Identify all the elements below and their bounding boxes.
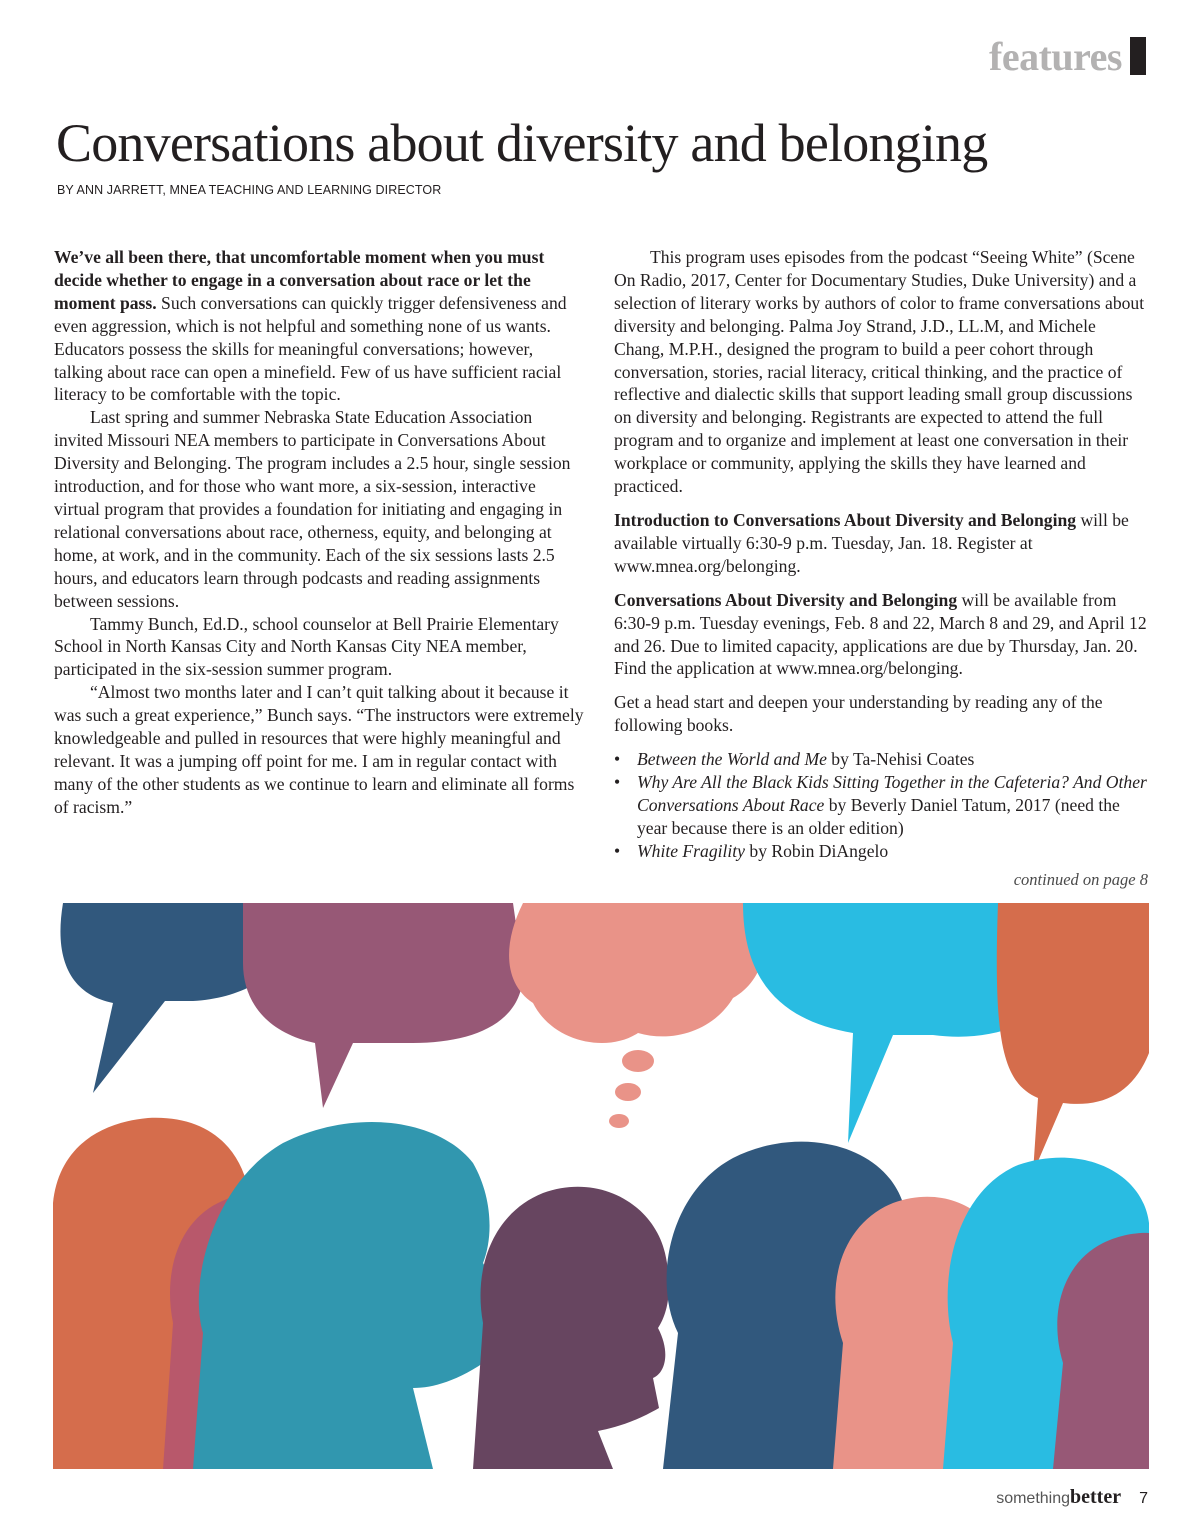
paragraph-bunch: Tammy Bunch, Ed.D., school counselor at Bell Prairie Elementary School in North Kansas City and North Kansas City NEA member, participated in the six-session summer program. xyxy=(54,613,559,680)
book-item xyxy=(614,771,1149,840)
book-item xyxy=(614,748,1149,771)
book-item xyxy=(614,840,1149,863)
silhouette-dark-plum xyxy=(473,1187,669,1469)
diverse-profiles-illustration xyxy=(53,903,1149,1469)
paragraph-six-session xyxy=(614,589,1149,681)
book-title: Why Are All the Black Kids Sitting Together in the Cafeteria? And Other Conversations About Race xyxy=(637,772,1147,815)
intro-rest: Such conversations can quickly trigger defensiveness and even aggression, which is not helpful and something none of us wants. Educators possess the skills for meaningful conversations; however, talking about race can open a minefield. Few of us have sufficient racial literacy to be comfortable with the topic. xyxy=(54,292,567,405)
paragraph-program: Last spring and summer Nebraska State Education Association invited Missouri NEA members to participate in Conversations About Diversity and Belonging. The program includes a 2.5 hour, single session introduction, and for those who want more, a six-session, interactive virtual program that provides a foundation for initiating and engaging in relational conversations about race, otherness, equity, and belonging at home, at work, and in the community. Each of the six sessions lasts 2.5 hours, and educators learn through podcasts and reading assignments between sessions. xyxy=(54,407,571,611)
page-footer xyxy=(996,1486,1148,1509)
book-author: by Ta-Nehisi Coates xyxy=(826,749,975,770)
thought-dot-small xyxy=(609,1114,629,1128)
book-title: Between the World and Me xyxy=(637,749,827,770)
paragraph-quote: “Almost two months later and I can’t quit talking about it because it was such a great experience,” Bunch says. “The instructors were extremely knowledgeable and pulled in resources that were highly meaningful and relevant. It was a jumping off point for me. I am in regular contact with many of the other students as we continue to learn and eliminate all forms of racism.” xyxy=(54,682,584,817)
magazine-name-light: something xyxy=(996,1490,1071,1507)
magazine-name-bold: better xyxy=(1070,1486,1122,1508)
paragraph-intro xyxy=(54,246,584,406)
thought-dot-medium xyxy=(615,1083,641,1101)
introduction-details: will be available virtually 6:30-9 p.m. Tuesday, Jan. 18. Register at www.mnea.org/belonging. xyxy=(614,509,1129,576)
article-byline: BY ANN JARRETT, MNEA TEACHING AND LEARNING DIRECTOR xyxy=(57,183,442,197)
left-column xyxy=(54,246,584,819)
speech-bubble-orange xyxy=(997,903,1149,1173)
bullet-icon: • xyxy=(614,772,621,793)
section-tag xyxy=(989,33,1146,79)
paragraph-introduction-session xyxy=(614,509,1149,578)
bullet-icon: • xyxy=(614,749,621,770)
section-marker-bar xyxy=(1130,37,1146,75)
thought-dot-large xyxy=(622,1050,654,1072)
book-list xyxy=(614,748,1149,863)
continued-note: continued on page 8 xyxy=(1013,870,1148,889)
bullet-icon: • xyxy=(614,840,621,861)
paragraph-podcast: This program uses episodes from the podcast “Seeing White” (Scene On Radio, 2017, Center for Documentary Studies, Duke University) and a selection of literary works by authors of color to frame conversations about diversity and belonging. Palma Joy Strand, J.D., LL.M, and Michele Chang, M.P.H., designed the program to build a peer cohort through conversation, stories, racial literacy, critical thinking, and the practice of reflective and dialectic skills that support leading small group discussions on diversity and belonging. Registrants are expected to attend the full program and to organize and implement at least one conversation in their workplace or community, applying the skills they have learned and practiced. xyxy=(614,247,1145,497)
profiles-speech-bubbles-graphic xyxy=(53,903,1149,1469)
six-session-heading: Conversations About Diversity and Belonging xyxy=(614,589,958,610)
thought-bubble-salmon xyxy=(509,903,765,1043)
six-session-details: will be available from 6:30-9 p.m. Tuesday evenings, Feb. 8 and 22, March 8 and 29, and April 12 and 26. Due to limited capacity, applications are due by Thursday, Jan. 20. Find the application at www.mnea.org/belonging. xyxy=(614,589,1147,679)
page-number: 7 xyxy=(1139,1490,1148,1507)
section-label: features xyxy=(989,33,1122,79)
introduction-heading: Introduction to Conversations About Diversity and Belonging xyxy=(614,509,1077,530)
right-column xyxy=(614,246,1149,863)
speech-bubble-plum xyxy=(243,903,523,1108)
lead-sentence: We’ve all been there, that uncomfortable moment when you must decide whether to engage in a conversation about race or let the moment pass. xyxy=(54,247,545,313)
book-author: by Beverly Daniel Tatum, 2017 (need the year because there is an older edition) xyxy=(637,794,1120,838)
book-author: by Robin DiAngelo xyxy=(745,840,889,861)
book-title: White Fragility xyxy=(637,840,745,861)
article-title: Conversations about diversity and belonging xyxy=(56,113,988,173)
paragraph-books-intro: Get a head start and deepen your understanding by reading any of the following books. xyxy=(614,692,1103,736)
